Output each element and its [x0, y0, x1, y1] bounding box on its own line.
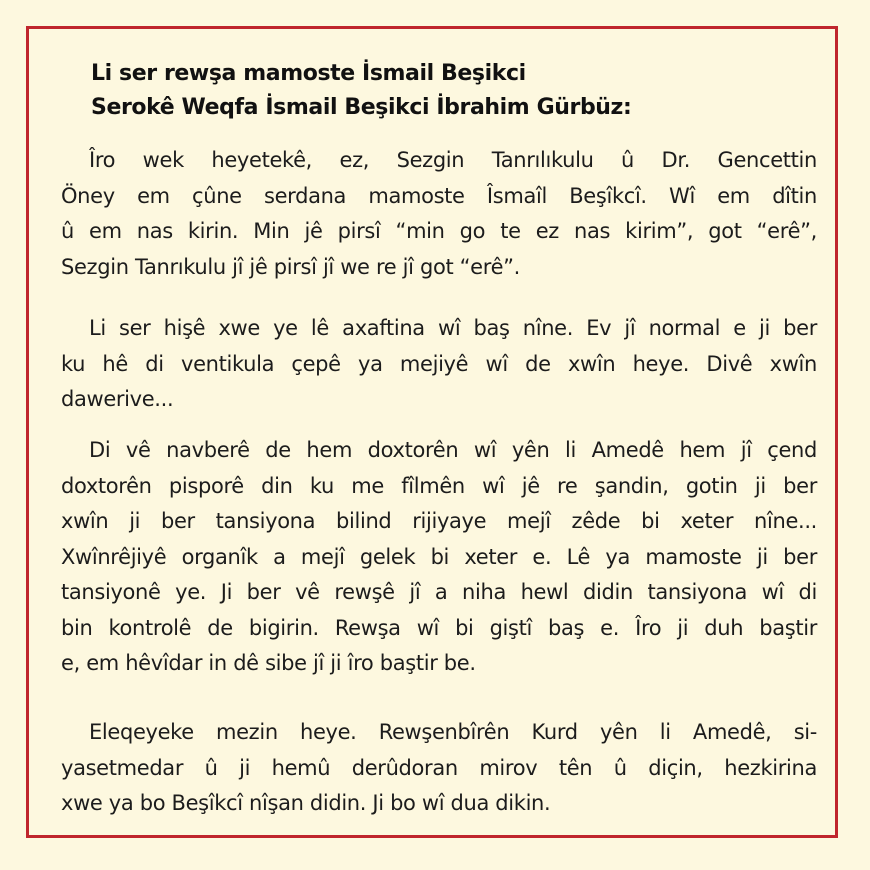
title-line-2: Serokê Weqfa İsmail Beşikci İbrahim Gürbüz: — [91, 95, 632, 120]
paragraph-line: Sezgin Tanrıkulu jî jê pirsî jî we re jî got “erê”. — [61, 254, 520, 279]
paragraph-line: ku hê di ventikula çepê ya mejiyê wî de xwîn heye. Divê xwîn — [61, 351, 817, 376]
paragraph-line: Xwînrêjiyê organîk a mejî gelek bi xeter e. Lê ya mamoste ji ber — [61, 544, 817, 569]
paragraph-line: Îro wek heyetekê, ez, Sezgin Tanrılıkulu û Dr. Gencettin — [89, 148, 817, 172]
paragraph-line: Öney em çûne serdana mamoste Îsmaîl Beşîkcî. Wî em dîtin — [61, 183, 817, 208]
paragraph-1 — [61, 143, 817, 285]
paragraph-line: xwîn ji ber tansiyona bilind rijiyaye mejî zêde bi xeter nîne... — [61, 509, 817, 533]
paragraph-line: tansiyonê ye. Ji ber vê rewşê jî a niha hewl didin tansiyona wî di — [61, 580, 817, 604]
article-card — [26, 26, 838, 838]
paragraph-line: bin kontrolê de bigirin. Rewşa wî bi giştî baş e. Îro ji duh baştir — [61, 615, 817, 640]
paragraph-line: yasetmedar û ji hemû derûdoran mirov tên û diçin, hezkirina — [61, 755, 817, 780]
paragraph-line: dawerive... — [61, 387, 174, 411]
paragraph-line: û em nas kirin. Min jê pirsî “min go te ez nas kirim”, got “erê”, — [61, 219, 817, 243]
paragraph-line: Li ser hişê xwe ye lê axaftina wî baş nîne. Ev jî normal e ji ber — [89, 316, 817, 340]
paragraph-line: Eleqeyeke mezin heye. Rewşenbîrên Kurd yên li Amedê, si- — [89, 720, 817, 744]
article-title — [91, 57, 811, 125]
paragraph-3 — [61, 433, 817, 682]
paragraph-line: doxtorên pisporê din ku me fîlmên wî jê re şandin, gotin ji ber — [61, 473, 817, 498]
paragraph-line: e, em hêvîdar in dê sibe jî ji îro baştir be. — [61, 651, 476, 675]
paragraph-line: xwe ya bo Beşîkcî nîşan didin. Ji bo wî dua dikin. — [61, 791, 551, 815]
title-line-1: Li ser rewşa mamoste İsmail Beşikci — [91, 61, 526, 86]
paragraph-2 — [61, 311, 817, 418]
paragraph-line: Di vê navberê de hem doxtorên wî yên li Amedê hem jî çend — [89, 438, 817, 462]
paragraph-4 — [61, 715, 817, 822]
